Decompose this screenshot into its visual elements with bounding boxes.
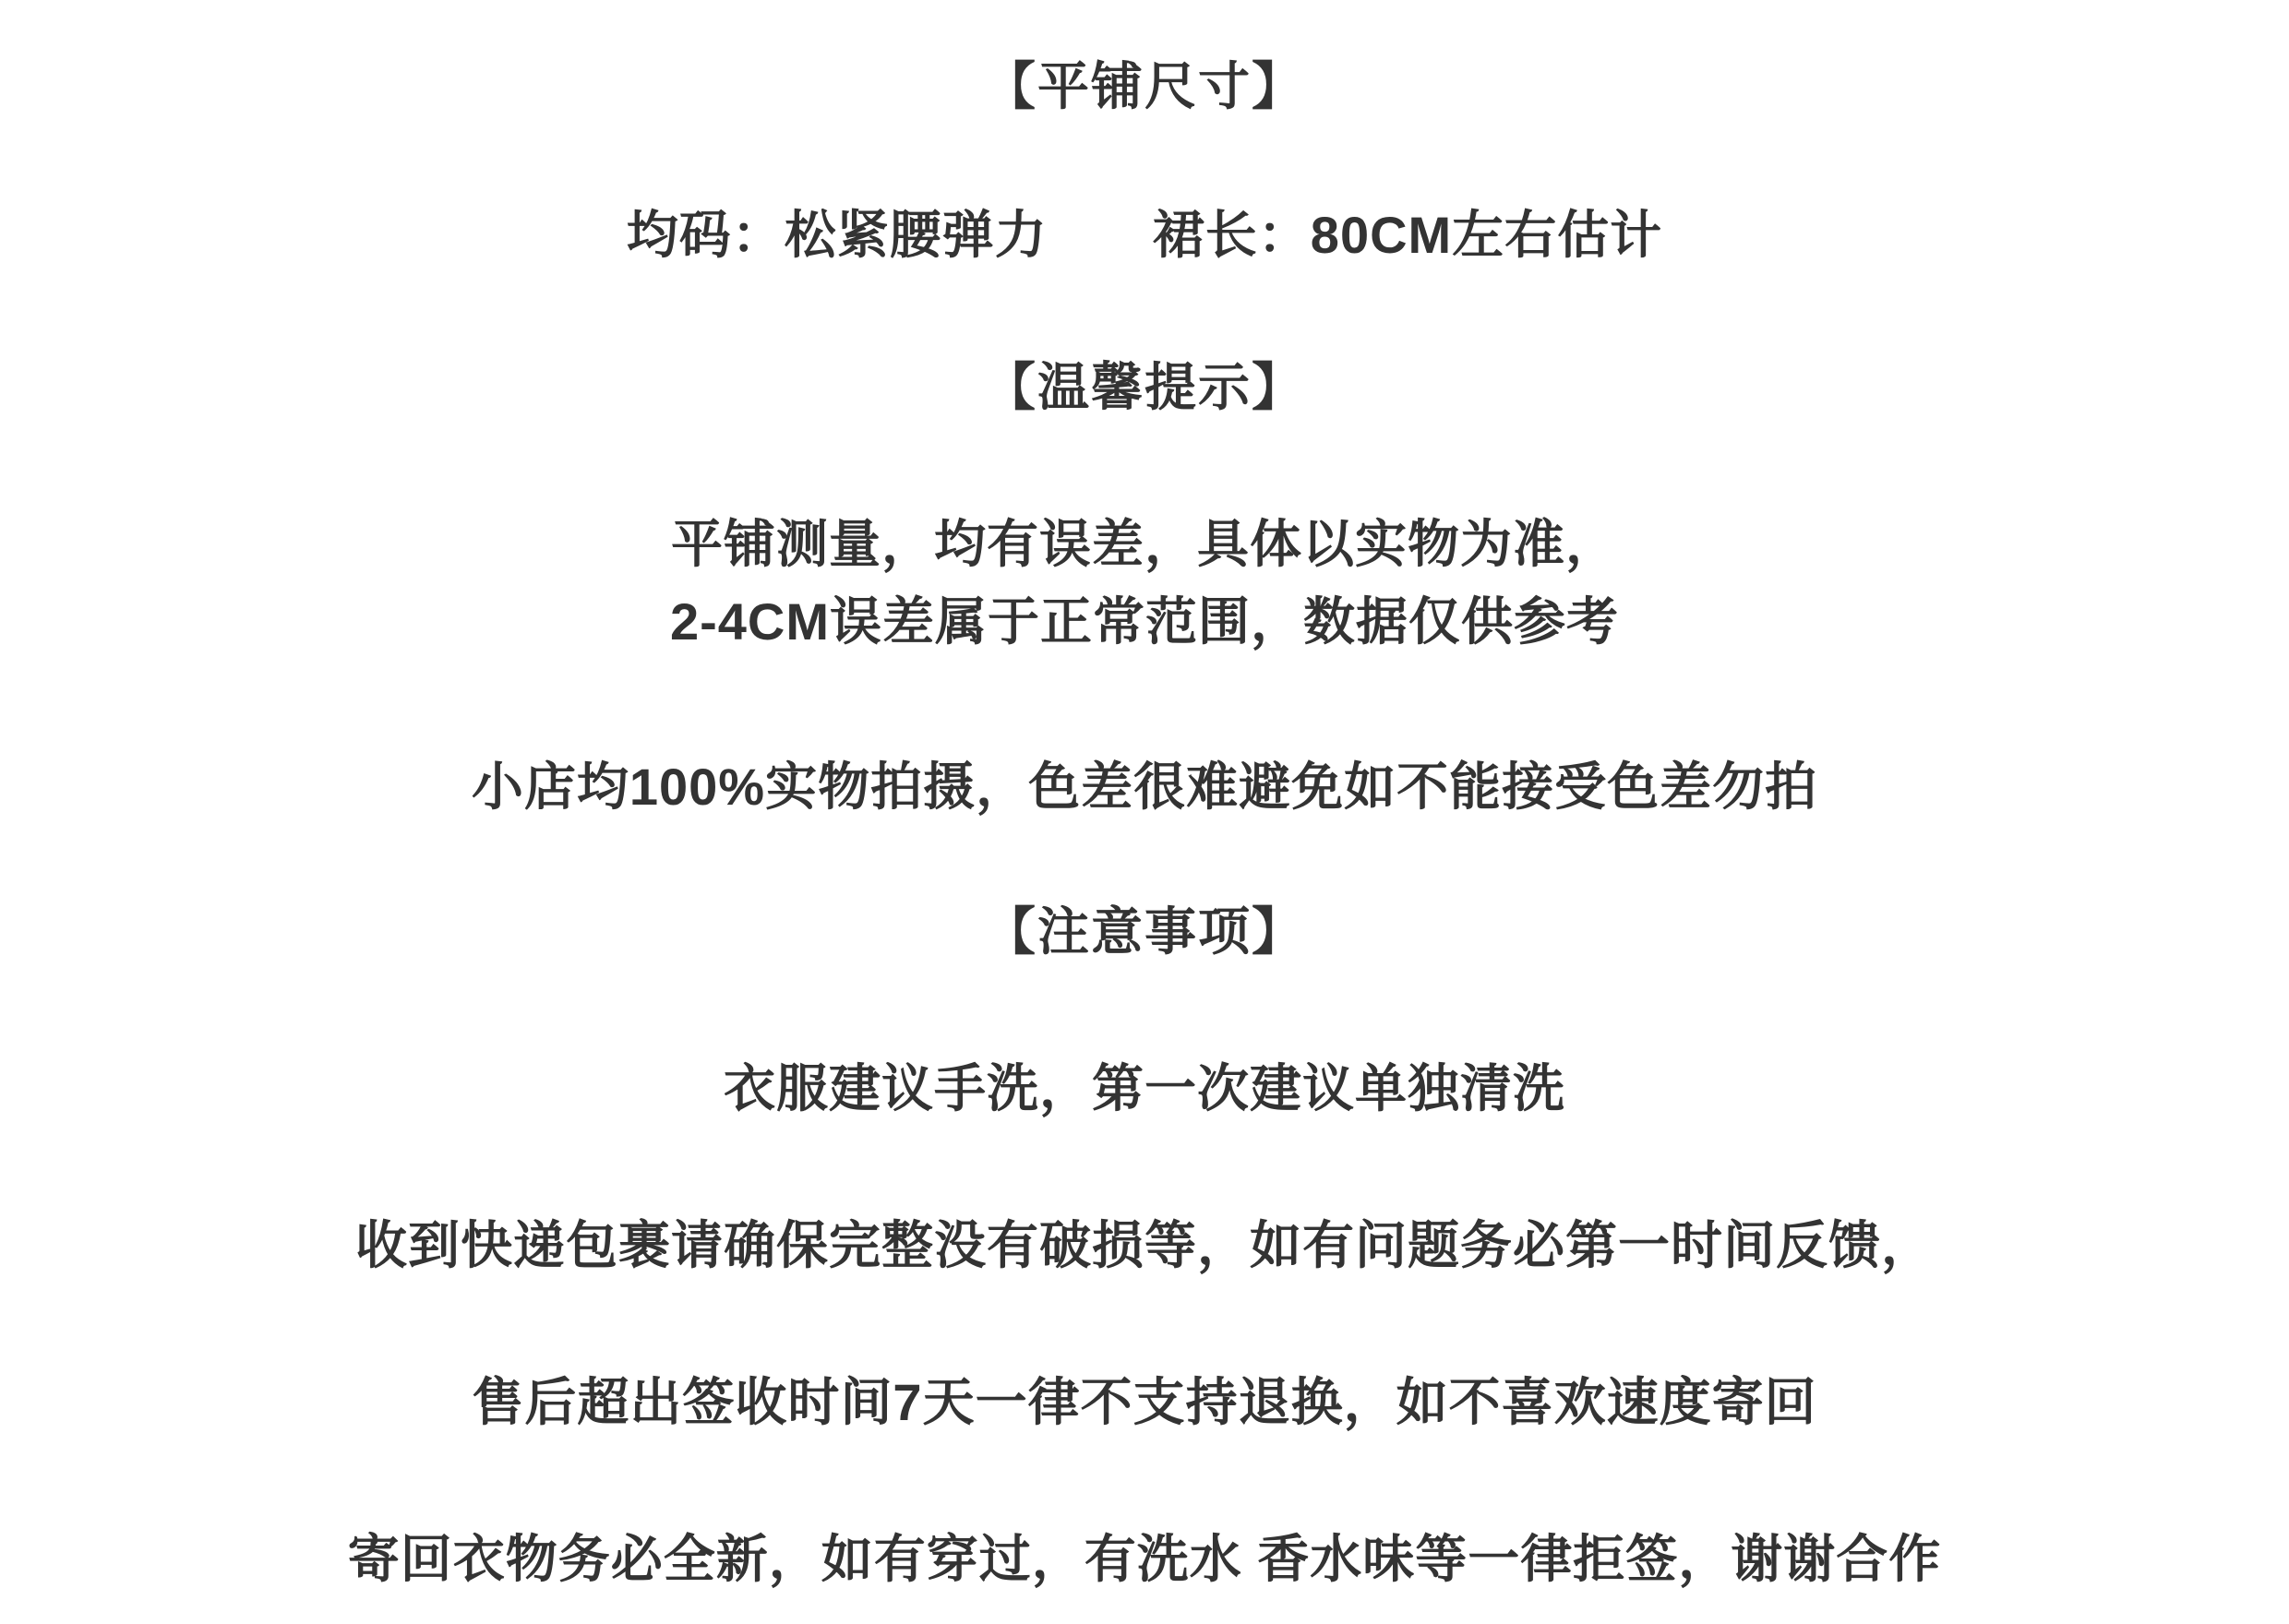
warm-tips-heading: 【温馨提示】: [984, 358, 1305, 416]
notices-heading: 【注意事项】: [984, 902, 1305, 961]
package-inspection-note: 收到快递包裹请确保完整没有破损等，如有问题务必第一时间反馈，: [355, 1216, 1934, 1274]
measurement-tolerance-line-2: 2-4CM误差属于正常范围，数据仅供参考: [669, 592, 1620, 651]
return-policy-note: 售后超出签收时间7天一律不支持退换，如不喜欢速度寄回: [472, 1373, 1817, 1431]
size-spec-text: 均码：松紧腰弹力 裙长：80CM左右估计: [626, 206, 1663, 264]
hand-wash-note: 衣服建议手洗，第一次建议单独清洗: [724, 1059, 1565, 1117]
flat-size-heading: 【平铺尺寸】: [984, 57, 1305, 115]
color-difference-note: 小店均100%实物拍摄，色差很难避免如不能接受色差勿拍: [471, 758, 1818, 816]
send-back-condition-note: 寄回衣物务必全新，如有穿过，有洗水 香水味等一律拒签，谢谢合作: [347, 1530, 1942, 1588]
measurement-tolerance-line-1: 平铺测量，均有误差，具体以实物为准，: [671, 515, 1618, 573]
